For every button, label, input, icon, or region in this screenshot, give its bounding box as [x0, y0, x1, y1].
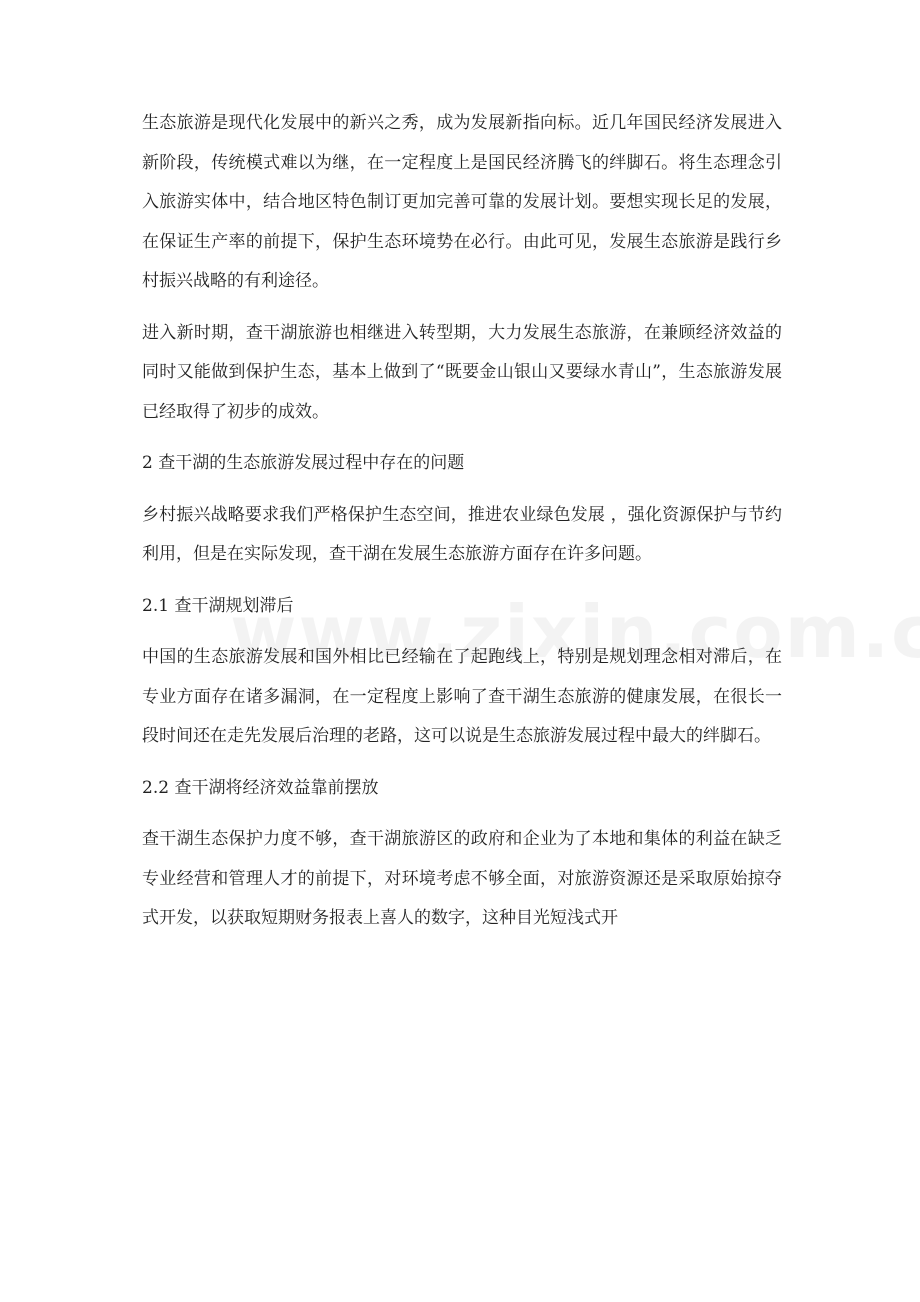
paragraph-intro: 生态旅游是现代化发展中的新兴之秀，成为发展新指向标。近几年国民经济发展进入新阶段，传统模式难以为继，在一定程度上是国民经济腾飞的绊脚石。将生态理念引入旅游实体中，结合地区特色制订更加完善可靠的发展计划。要想实现长足的发展，在保证生产率的前提下，保护生态环境势在必行。由此可见，发展生态旅游是践行乡村振兴战略的有利途径。	[142, 113, 782, 291]
paragraph-strategy: 乡村振兴战略要求我们严格保护生态空间，推进农业绿色发展 ，强化资源保护与节约利用，但是在实际发现，查干湖在发展生态旅游方面存在许多问题。	[142, 504, 782, 564]
paragraph-planning: 中国的生态旅游发展和国外相比已经输在了起跑线上，特别是规划理念相对滞后，在专业方面存在诸多漏洞，在一定程度上影响了查干湖生态旅游的健康发展，在很长一段时间还在走先发展后治理的老路，这可以说是生态旅游发展过程中最大的绊脚石。	[142, 647, 782, 746]
paragraph-new-era: 进入新时期，查干湖旅游也相继进入转型期，大力发展生态旅游，在兼顾经济效益的同时又能做到保护生态，基本上做到了“既要金山银山又要绿水青山”，生态旅游发展已经取得了初步的成效。	[142, 322, 782, 422]
document-body	[142, 104, 782, 951]
section-heading-2-1: 2.1 查干湖规划滞后	[142, 595, 294, 616]
section-heading-2-2: 2.2 查干湖将经济效益靠前摆放	[142, 777, 379, 798]
section-heading-2: 2 查干湖的生态旅游发展过程中存在的问题	[142, 453, 465, 473]
paragraph-economic: 查干湖生态保护力度不够，查干湖旅游区的政府和企业为了本地和集体的利益在缺乏专业经营和管理人才的前提下，对环境考虑不够全面，对旅游资源还是采取原始掠夺式开发，以获取短期财务报表上喜人的数字，这种目光短浅式开	[142, 829, 782, 928]
